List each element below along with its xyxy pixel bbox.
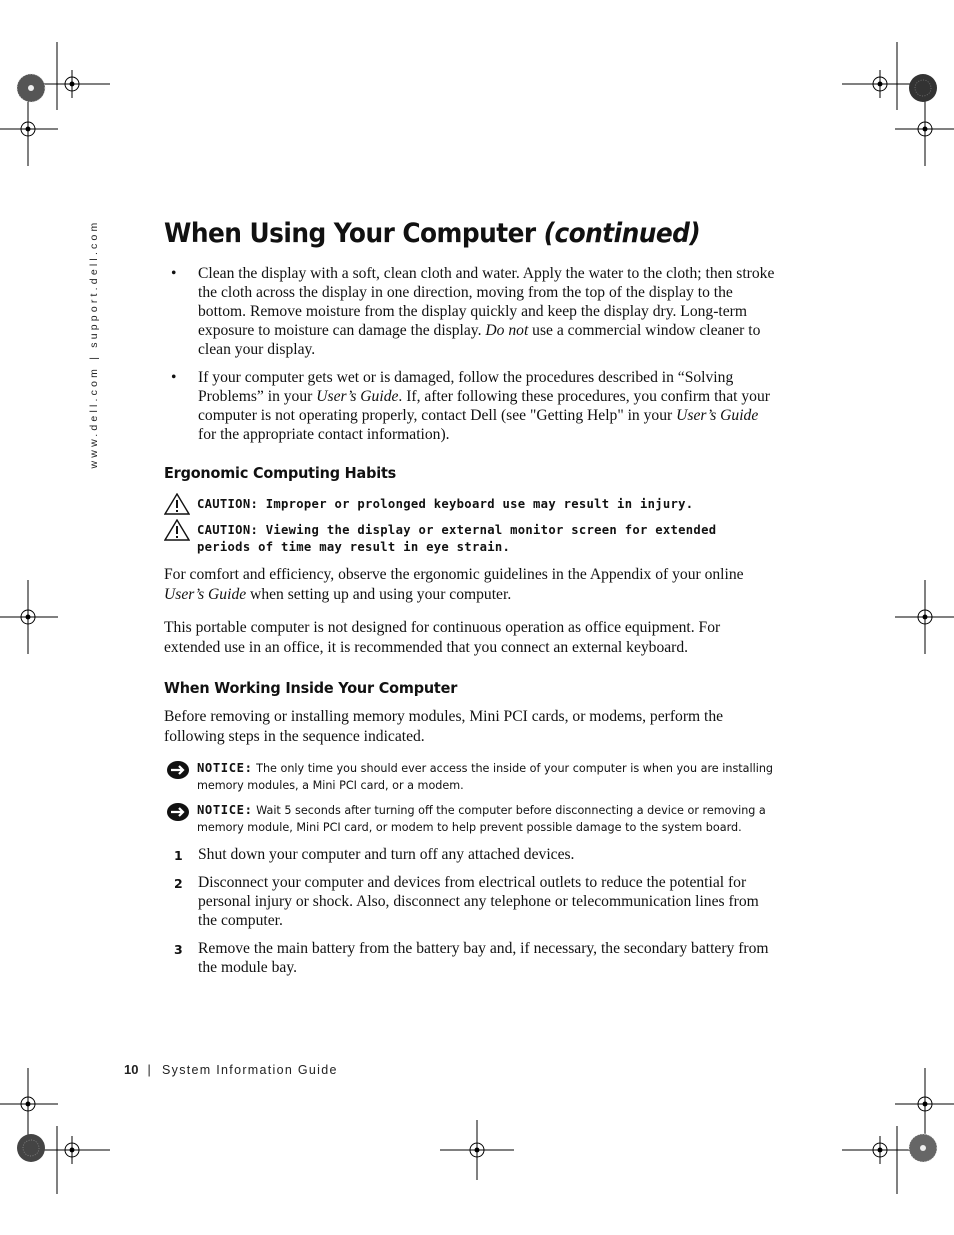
- sidebar-url: www.dell.com | support.dell.com: [88, 219, 100, 469]
- page-title: [164, 218, 700, 249]
- ergonomic-paragraph-1: For comfort and efficiency, observe the ergonomic guidelines in the Appendix of your online User’s Guide when setting up and using your computer.: [164, 566, 744, 603]
- caution-eye-strain: CAUTION: Viewing the display or external monitor screen for extended periods of time may result in eye strain.: [164, 522, 774, 556]
- steps-list: [164, 845, 776, 986]
- footer-doc-title: System Information Guide: [162, 1063, 338, 1077]
- caution-triangle-icon: [164, 519, 190, 541]
- list-item: 3 Remove the main battery from the battery bay and, if necessary, the secondary battery from the module bay.: [174, 940, 769, 976]
- step-number: 2: [174, 876, 183, 891]
- ergonomic-paragraph-2: This portable computer is not designed for continuous operation as office equipment. For extended use in an office, it is recommended that you connect an external keyboard.: [164, 619, 721, 656]
- notice-wait: NOTICE: Wait 5 seconds after turning off the computer before disconnecting a device or removing a memory module, Mini PCI card, or modem to help prevent possible damage to the system board.: [164, 802, 776, 836]
- bullet-list: [164, 264, 776, 453]
- notice-access: NOTICE: The only time you should ever access the inside of your computer is when you are installing memory modules, a Mini PCI card, or a modem.: [164, 760, 776, 794]
- step-number: 3: [174, 942, 183, 957]
- inside-intro: Before removing or installing memory modules, Mini PCI cards, or modems, perform the following steps in the sequence indicated.: [164, 708, 724, 745]
- page-title-main: When Using Your Computer: [164, 218, 536, 249]
- page-footer: [124, 1062, 338, 1077]
- list-item: 1 Shut down your computer and turn off any attached devices.: [174, 846, 575, 863]
- list-item: 2 Disconnect your computer and devices from electrical outlets to reduce the potential for personal injury or shock. Also, disconnect any telephone or telecommunication lines from the computer.: [174, 874, 759, 929]
- section-heading-ergonomic: Ergonomic Computing Habits: [164, 464, 397, 482]
- list-item: • If your computer gets wet or is damaged, follow the procedures described in “Solving Problems” in your User’s Guide. If, after following these procedures, you confirm that your computer is not operating properly, contact Dell (see "Getting Help" in your User’s Guide for the appropriate contact information).: [171, 369, 770, 443]
- footer-separator: |: [147, 1063, 153, 1077]
- step-number: 1: [174, 848, 183, 863]
- bullet-dot-icon: •: [171, 369, 177, 386]
- bullet-dot-icon: •: [171, 265, 177, 282]
- page-title-suffix: (continued): [543, 218, 701, 249]
- page-number: 10: [124, 1062, 139, 1077]
- notice-hand-icon: [166, 802, 190, 822]
- section-heading-inside: When Working Inside Your Computer: [164, 679, 458, 697]
- caution-keyboard: CAUTION: Improper or prolonged keyboard use may result in injury.: [164, 496, 774, 513]
- notice-hand-icon: [166, 760, 190, 780]
- list-item: • Clean the display with a soft, clean cloth and water. Apply the water to the cloth; then stroke the cloth across the display in one direction, moving from the top of the display to the bottom. Remove moisture from the display quickly and keep the display dry. Long-term exposure to moisture can damage the display. Do not use a commercial window cleaner to clean your display.: [171, 265, 775, 358]
- caution-triangle-icon: [164, 493, 190, 515]
